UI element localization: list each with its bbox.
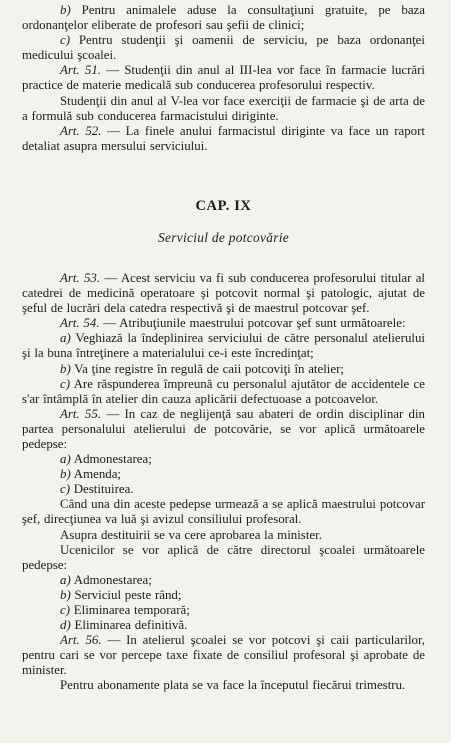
item-label: d) [60,618,71,633]
item-text: Eliminarea definitivă. [74,618,188,633]
item-text: Veghiază la îndeplinirea serviciului de către personalul atelierului şi la buna întreţinere a materialului ce-i este încredinţat; [22,331,425,361]
item-label: b) [60,467,71,482]
article-55-item-a [22,452,425,467]
article-54-item-a [22,331,425,361]
paragraph-ucenicilor: Ucenicilor se vor aplică de către directorul şcoalei următoarele pedepse: [22,542,425,572]
article-label: Art. 51. [60,63,101,78]
paragraph-asupra: Asupra destituirii se va cere aprobarea la minister. [60,527,322,542]
article-53 [22,271,425,316]
item-label: b) [60,587,71,602]
apprentice-item-a [22,573,425,588]
item-text: Admonestarea; [73,452,152,467]
chapter-title: CAP. IX [195,197,252,214]
article-55 [22,407,425,452]
article-text: — Studenţii din anul al III-lea vor face în farmacie lucrări practice de materie medicală sub conducerea profesorului respectiv. [22,63,426,93]
item-label: a) [60,331,71,346]
article-51-paragraph-2: Studenţii din anul al V-lea vor face exerciţii de farmacie şi de arta de a formulă sub conducerea farmacistului diriginte. [22,93,425,123]
article-label: Art. 54. [60,316,100,331]
article-51 [22,63,425,93]
article-text: — Acest serviciu va fi sub conducerea profesorului titular al catedrei de medicină operatoare şi potcovit normal şi patologic, ajutat de şeful de lucrări dela catedra respectivă şi de maestrul potcovar şef. [22,270,426,316]
item-text: Eliminarea temporară; [73,603,190,617]
clause-label: b) [60,3,71,17]
item-text: Va ţine registre în regulă de caii potcoviţi în atelier; [74,361,344,376]
article-label: Art. 55. [60,406,102,421]
apprentice-item-b [22,588,425,603]
item-text: Admonestarea; [73,572,152,587]
apprentice-item-d [22,618,425,633]
item-label: c) [60,482,71,497]
clause-label: c) [60,33,71,48]
article-label: Art. 52. [60,123,102,138]
item-text: Amenda; [73,467,122,482]
paragraph-cand: Când una din aceste pedepse urmează a se aplică maestrului potcovar şef, direcţiunea va luă şi avizul consiliului profesoral. [22,497,425,527]
article-text: — La finele anului farmacistul diriginte va face un raport detaliat asupra mersului serviciului. [22,123,425,153]
article-text: — In caz de neglijenţă sau abateri de ordin disciplinar din partea personalului atelierului de potcovărie, se vor aplică următoarele pedepse: [22,406,426,451]
item-label: c) [60,603,71,617]
clause-b-animals [22,3,425,33]
article-55-item-c [22,482,425,497]
chapter-subtitle: Serviciul de potcovărie [157,229,290,245]
article-label: Art. 56. [60,633,102,648]
clause-text: Pentru animalele aduse la consultaţiuni gratuite, pe baza ordonanţelor eliberate de profesori sau şefii de clinici; [22,3,425,33]
document-page [0,3,451,743]
item-label: a) [60,572,71,587]
apprentice-item-c [22,603,425,618]
clause-c-students [22,33,425,63]
article-56 [22,633,425,678]
item-label: a) [60,452,71,467]
article-54-item-b [22,362,425,377]
item-text: Serviciul peste rând; [74,587,182,602]
item-label: b) [60,361,71,376]
article-52 [22,124,425,154]
clause-text: Pentru studenţii şi oamenii de serviciu, pe baza ordonanţei medicului şcoalei. [22,33,425,63]
item-label: c) [60,376,71,391]
item-text: Are răspunderea împreună cu personalul ajutător de accidentele ce s'ar întâmplă în atelier din cauza aplicării defectuoase a potcoavelor. [22,376,425,406]
article-text: — Atribuţiunile maestrului potcovar şef sunt următoarele: [103,316,406,331]
article-label: Art. 53. [60,270,101,285]
article-54-item-c [22,377,425,407]
article-text: — In atelierul şcoalei se vor potcovi şi caii particularilor, pentru cari se vor percepe taxe fixate de consiliul profesoral şi aprobate de minister. [22,633,425,678]
item-text: Destituirea. [73,482,134,497]
article-54 [22,316,425,331]
paragraph-abonamente: Pentru abonamente plata se va face la începutul fiecărui trimestru. [60,678,406,693]
article-55-item-b [22,467,425,482]
